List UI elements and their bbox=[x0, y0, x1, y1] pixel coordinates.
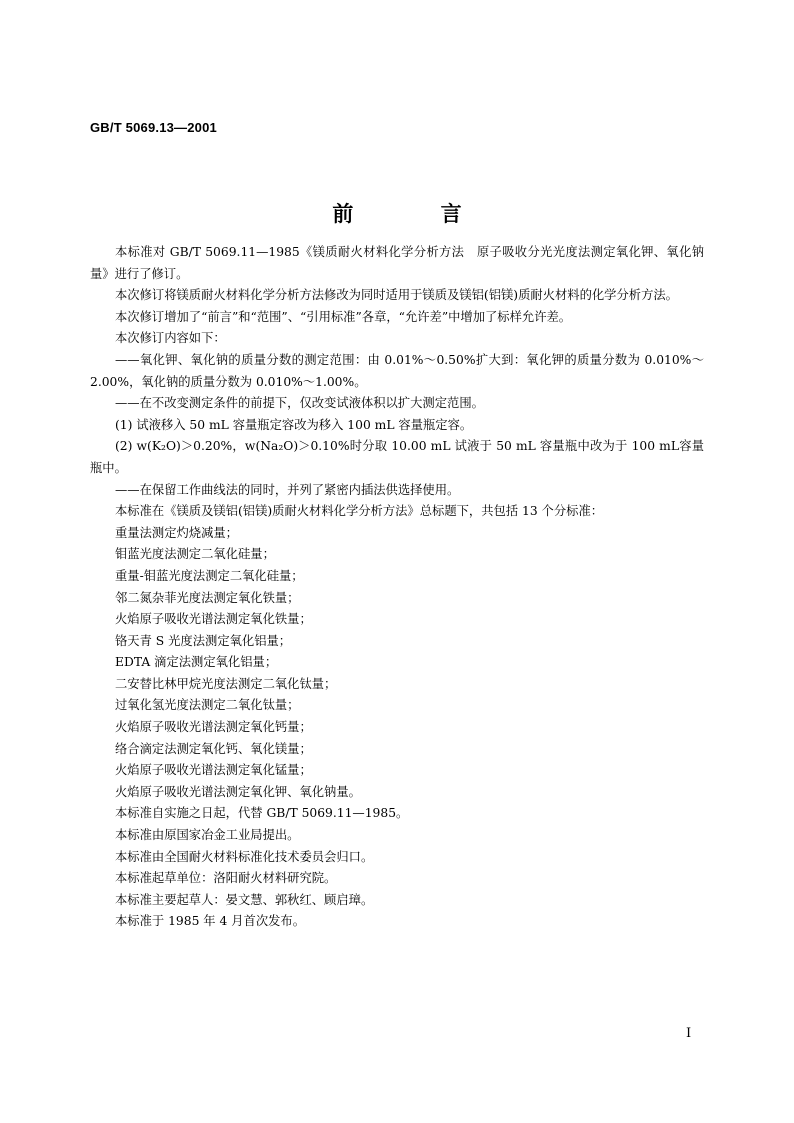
revision-item: (2) w(K₂O)＞0.20%，w(Na₂O)＞0.10%时分取 10.00 mL 试液于 50 mL 容量瓶中改为于 100 mL容量瓶中。 bbox=[90, 439, 704, 475]
page-number: I bbox=[686, 1026, 692, 1041]
sub-standard-item: 邻二氮杂菲光度法测定氧化铁量； bbox=[115, 590, 300, 605]
standard-code: GB/T 5069.13—2001 bbox=[90, 120, 217, 135]
paragraph: 本标准于 1985 年 4 月首次发布。 bbox=[115, 914, 306, 929]
sub-standard-item: 火焰原子吸收光谱法测定氧化铁量； bbox=[115, 612, 312, 627]
sub-standard-item: 重量-钼蓝光度法测定二氧化硅量； bbox=[115, 568, 304, 583]
sub-standard-item: 火焰原子吸收光谱法测定氧化锰量； bbox=[115, 763, 312, 778]
paragraph: 本标准对 GB/T 5069.11—1985《镁质耐火材料化学分析方法 原子吸收分光光度法测定氧化钾、氧化钠量》进行了修订。 bbox=[90, 245, 704, 281]
paragraph: 本次修订内容如下： bbox=[115, 331, 226, 346]
paragraph: 本次修订增加了“前言”和“范围”、“引用标准”各章，“允许差”中增加了标样允许差。 bbox=[115, 309, 572, 324]
paragraph: 本标准由全国耐火材料标准化技术委员会归口。 bbox=[115, 849, 374, 864]
sub-standard-item: 过氧化氢光度法测定二氧化钛量； bbox=[115, 698, 300, 713]
sub-standard-item: 火焰原子吸收光谱法测定氧化钾、氧化钠量。 bbox=[115, 784, 361, 799]
sub-standard-item: 二安替比林甲烷光度法测定二氧化钛量； bbox=[115, 676, 337, 691]
sub-standard-item: 钼蓝光度法测定二氧化硅量； bbox=[115, 547, 275, 562]
paragraph: 本标准在《镁质及镁铝(铝镁)质耐火材料化学分析方法》总标题下，共包括 13 个分标准： bbox=[115, 504, 604, 519]
page-title: 前 言 bbox=[332, 201, 502, 226]
revision-item: ——在不改变测定条件的前提下，仅改变试液体积以扩大测定范围。 bbox=[115, 396, 484, 411]
paragraph: 本标准起草单位：洛阳耐火材料研究院。 bbox=[115, 871, 337, 886]
paragraph: 本次修订将镁质耐火材料化学分析方法修改为同时适用于镁质及镁铝(铝镁)质耐火材料的化学分析方法。 bbox=[115, 288, 678, 303]
paragraph: 本标准自实施之日起，代替 GB/T 5069.11—1985。 bbox=[115, 806, 409, 821]
preface-body bbox=[90, 242, 704, 933]
revision-item: (1) 试液移入 50 mL 容量瓶定容改为移入 100 mL 容量瓶定容。 bbox=[115, 417, 473, 432]
sub-standard-item: 火焰原子吸收光谱法测定氧化钙量； bbox=[115, 720, 312, 735]
paragraph: 本标准由原国家冶金工业局提出。 bbox=[115, 828, 300, 843]
sub-standard-item: 铬天青 S 光度法测定氧化铝量； bbox=[115, 633, 292, 648]
sub-standard-item: EDTA 滴定法测定氧化铝量； bbox=[115, 655, 278, 670]
revision-item: ——在保留工作曲线法的同时，并列了紧密内插法供选择使用。 bbox=[115, 482, 460, 497]
paragraph: 本标准主要起草人：晏文慧、郭秋红、顾启璋。 bbox=[115, 892, 374, 907]
sub-standard-item: 络合滴定法测定氧化钙、氧化镁量； bbox=[115, 741, 312, 756]
sub-standard-item: 重量法测定灼烧减量； bbox=[115, 525, 238, 540]
revision-item: ——氧化钾、氧化钠的质量分数的测定范围：由 0.01%～0.50%扩大到：氧化钾的质量分数为 0.010%～2.00%，氧化钠的质量分数为 0.010%～1.00%。 bbox=[90, 352, 704, 389]
